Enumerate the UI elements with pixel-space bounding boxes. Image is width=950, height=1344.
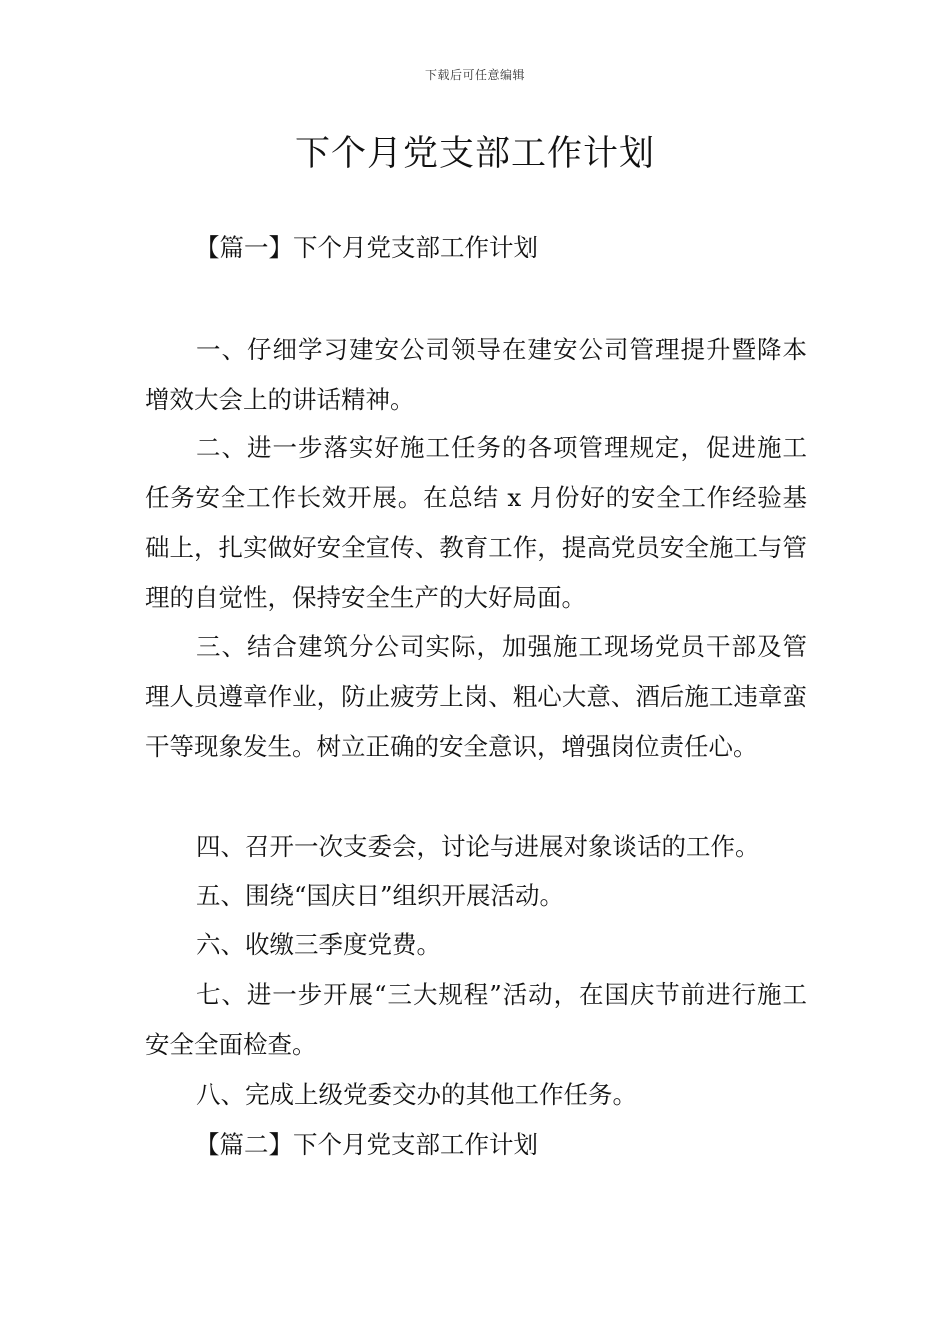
list-item-3: 三、结合建筑分公司实际，加强施工现场党员干部及管理人员遵章作业，防止疲劳上岗、粗心大意、酒后施工违章蛮干等现象发生。树立正确的安全意识，增强岗位责任心。 <box>145 632 807 761</box>
section-heading-1: 【篇一】下个月党支部工作计划 <box>195 233 538 262</box>
list-item-5: 五、围绕“国庆日”组织开展活动。 <box>196 881 565 910</box>
document-title: 下个月党支部工作计划 <box>294 134 655 174</box>
list-item-7: 七、进一步开展“三大规程”活动，在国庆节前进行施工安全全面检查。 <box>145 980 807 1059</box>
header-note: 下载后可任意编辑 <box>424 68 525 82</box>
list-item-8: 八、完成上级党委交办的其他工作任务。 <box>196 1080 637 1109</box>
section-heading-2: 【篇二】下个月党支部工作计划 <box>195 1130 538 1159</box>
list-item-1: 一、仔细学习建安公司领导在建安公司管理提升暨降本增效大会上的讲话精神。 <box>145 335 807 414</box>
list-item-6: 六、收缴三季度党费。 <box>196 930 441 959</box>
list-item-4: 四、召开一次支委会，讨论与进展对象谈话的工作。 <box>196 832 760 861</box>
list-item-2: 二、进一步落实好施工任务的各项管理规定，促进施工任务安全工作长效开展。在总结 x 月份好的安全工作经验基础上，扎实做好安全宣传、教育工作，提高党员安全施工与管理的自觉性，保持安全生产的大好局面。 <box>145 433 807 612</box>
